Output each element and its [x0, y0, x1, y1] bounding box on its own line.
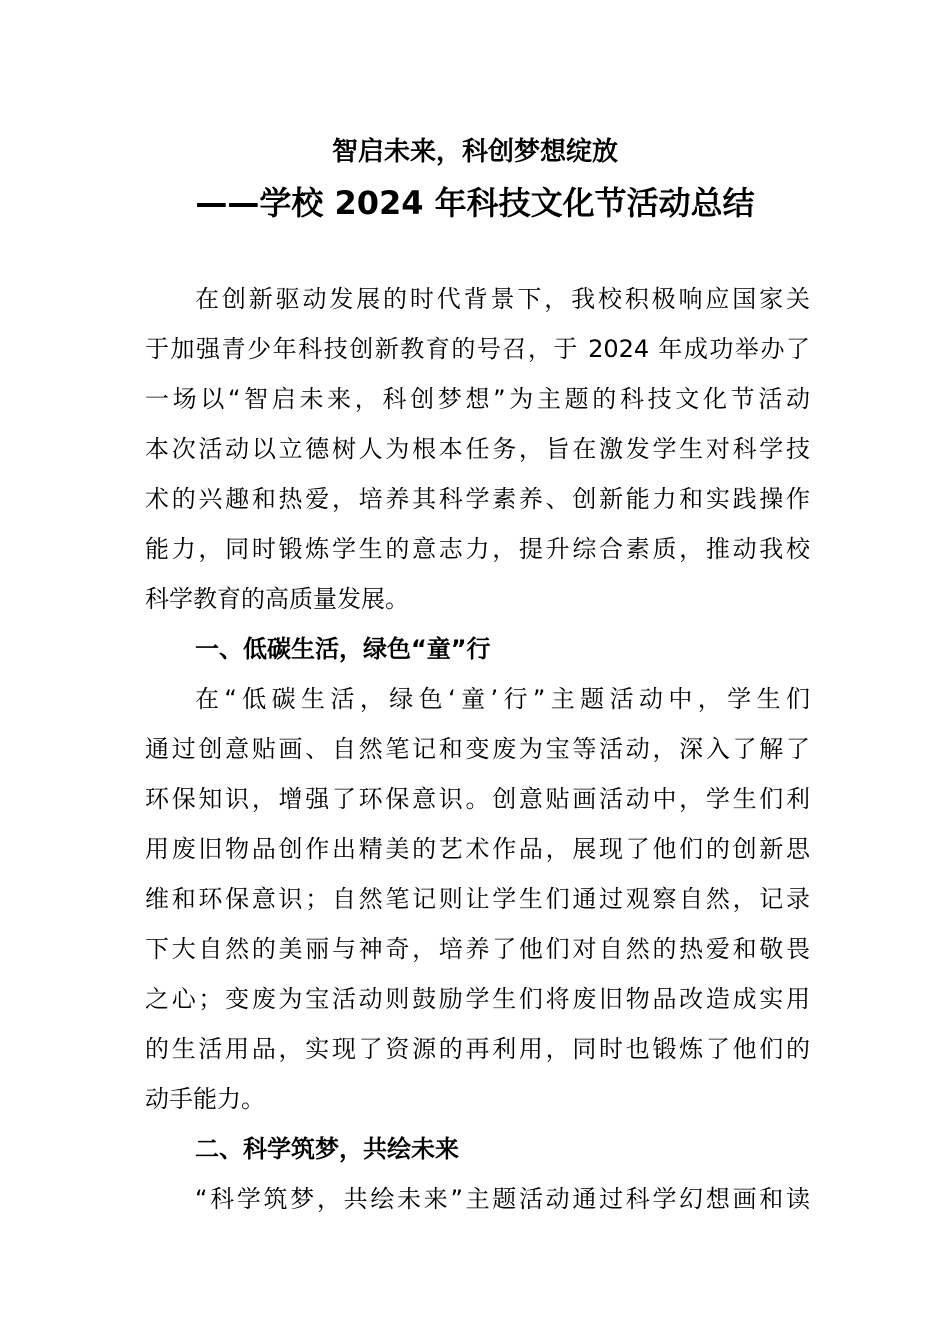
- section-heading: 一、低碳生活，绿色“童”行: [195, 635, 491, 663]
- document-title: 智启未来，科创梦想绽放: [331, 137, 618, 167]
- section1-line: 动手能力。: [145, 1085, 265, 1113]
- section1-line: 下大自然的美丽与神奇，培养了他们对自然的热爱和敬畏: [145, 935, 810, 963]
- intro-line: 一场以“智启未来，科创梦想”为主题的科技文化节活动: [145, 385, 810, 413]
- intro-line: 在创新驱动发展的时代背景下，我校积极响应国家关: [195, 285, 810, 313]
- section1-line: 用废旧物品创作出精美的艺术作品，展现了他们的创新思: [145, 835, 810, 863]
- intro-line: 术的兴趣和热爱，培养其科学素养、创新能力和实践操作: [145, 485, 810, 513]
- intro-line: 本次活动以立德树人为根本任务，旨在激发学生对科学技: [145, 435, 810, 463]
- section1-line: 通过创意贴画、自然笔记和变废为宝等活动，深入了解了: [145, 735, 810, 763]
- document-subtitle: ——学校 2024 年科技文化节活动总结: [195, 184, 755, 222]
- section-heading: 二、科学筑梦，共绘未来: [195, 1135, 459, 1163]
- section1-line: 的生活用品，实现了资源的再利用，同时也锻炼了他们的: [145, 1035, 810, 1063]
- intro-line: 于加强青少年科技创新教育的号召，于 2024 年成功举办了: [145, 335, 810, 363]
- section1-line: 之心；变废为宝活动则鼓励学生们将废旧物品改造成实用: [145, 985, 810, 1013]
- intro-line: 能力，同时锻炼学生的意志力，提升综合素质，推动我校: [145, 535, 810, 563]
- intro-line: 科学教育的高质量发展。: [145, 585, 409, 613]
- section1-line: 环保知识，增强了环保意识。创意贴画活动中，学生们利: [145, 785, 810, 813]
- section2-line: “科学筑梦，共绘未来”主题活动通过科学幻想画和读: [195, 1185, 810, 1213]
- section1-line: 维和环保意识；自然笔记则让学生们通过观察自然，记录: [145, 885, 810, 913]
- section1-line: 在“低碳生活，绿色‘童’行”主题活动中，学生们: [195, 685, 810, 713]
